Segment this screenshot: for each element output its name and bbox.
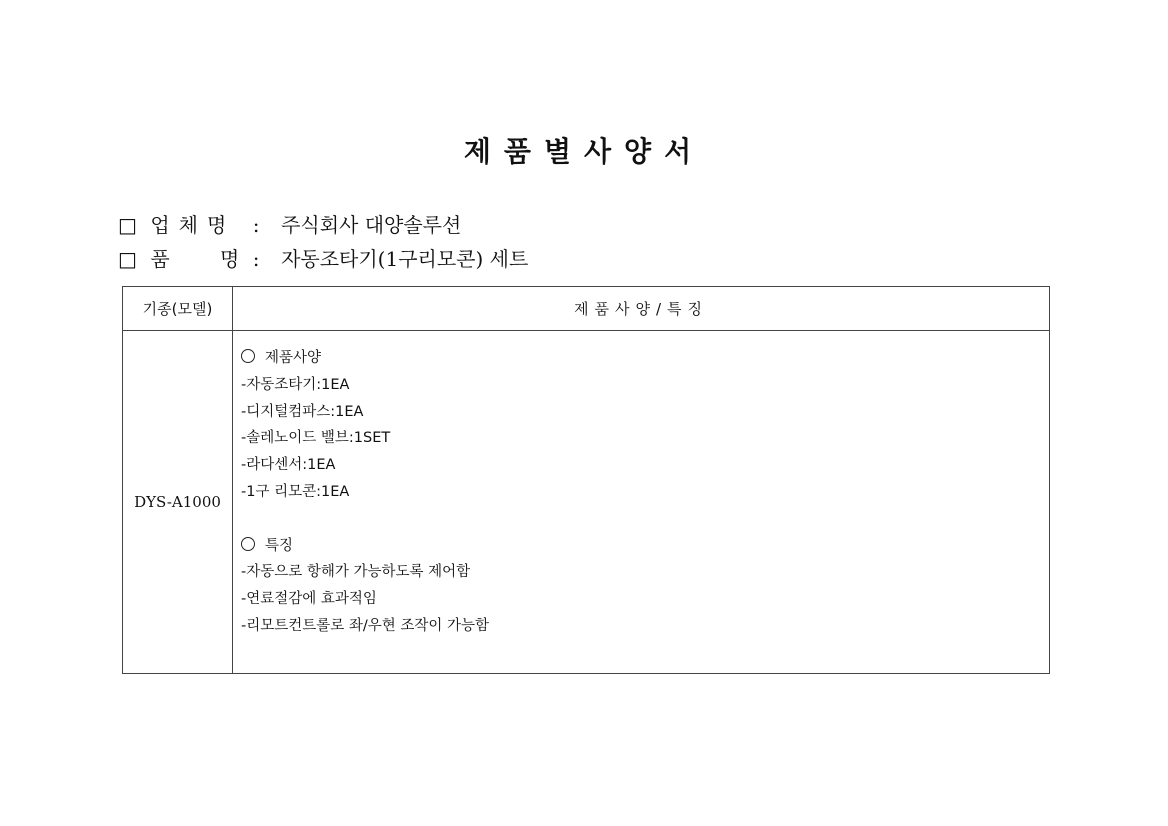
checkbox-square-icon: □ bbox=[118, 247, 137, 271]
list-item: -자동으로 항해가 가능하도록 제어함 bbox=[241, 564, 471, 581]
company-line bbox=[118, 211, 461, 239]
table-header-row bbox=[123, 287, 1050, 331]
product-label bbox=[150, 245, 246, 273]
spec-table bbox=[122, 286, 1050, 674]
circle-bullet-icon bbox=[241, 349, 255, 363]
spec-section-heading bbox=[241, 345, 1049, 372]
circle-bullet-icon bbox=[241, 537, 255, 551]
list-item: -자동조타기:1EA bbox=[241, 376, 350, 393]
model-cell: DYS-A1000 bbox=[123, 331, 233, 674]
list-item: -연료절감에 효과적임 bbox=[241, 591, 377, 608]
product-line bbox=[118, 245, 528, 273]
product-colon: : bbox=[252, 247, 260, 271]
spec-section-title: 제품사양 bbox=[265, 350, 322, 366]
product-value: 자동조타기(1구리모콘) 세트 bbox=[281, 247, 529, 271]
table-row bbox=[123, 331, 1050, 674]
list-item: -디지털컴파스:1EA bbox=[241, 403, 364, 420]
product-label-text: 품 명 bbox=[150, 247, 240, 271]
spacer bbox=[241, 506, 1049, 533]
company-value: 주식회사 대양솔루션 bbox=[281, 213, 462, 237]
list-item: -솔레노이드 밸브:1SET bbox=[241, 430, 391, 447]
list-item: -라다센서:1EA bbox=[241, 457, 336, 474]
spec-cell bbox=[233, 331, 1050, 674]
list-item: -리모트컨트롤로 좌/우현 조작이 가능함 bbox=[241, 617, 490, 634]
feature-section-heading bbox=[241, 533, 1049, 560]
page-title: 제품별사양서 bbox=[463, 135, 705, 168]
feature-section-title: 특징 bbox=[265, 537, 294, 554]
header-spec: 제품사양/특징 bbox=[233, 287, 1050, 331]
checkbox-square-icon: □ bbox=[118, 213, 137, 237]
company-colon: : bbox=[252, 213, 260, 237]
header-model: 기종(모델) bbox=[123, 287, 233, 331]
list-item: -1구 리모콘:1EA bbox=[241, 483, 350, 500]
company-label: 업체명 bbox=[150, 213, 236, 237]
